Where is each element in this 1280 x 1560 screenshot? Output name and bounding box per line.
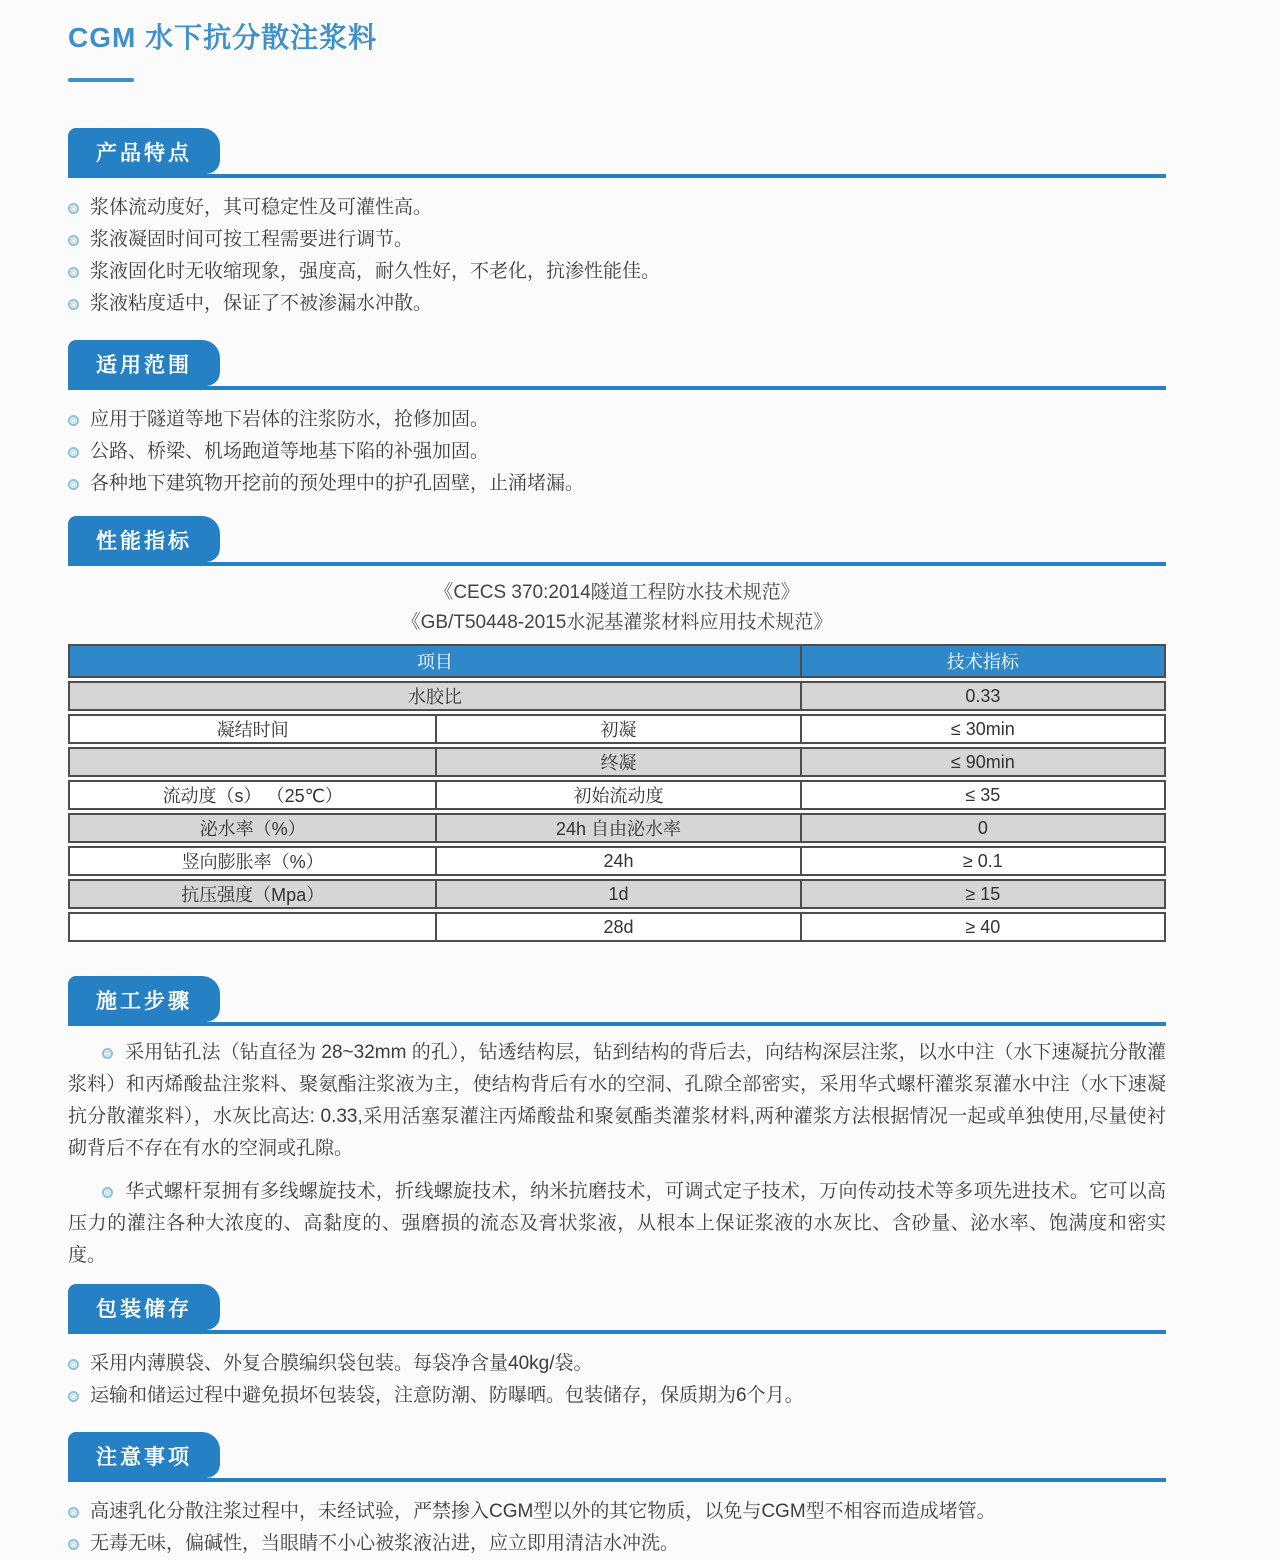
paragraph-text: 采用钻孔法（钻直径为 28~32mm 的孔），钻透结构层，钻到结构的背后去，向结构深层注浆，以水中注（水下速凝抗分散灌浆料）和丙烯酸盐注浆料、聚氨酯注浆液为主，使结构背后有水的空洞、孔隙全部密实，采用华式螺杆灌浆泵灌水中注（水下速凝抗分散灌浆料），水灰比高达: 0.33,采用活塞泵灌注丙烯酸盐和聚氨酯类灌浆材料,两种灌浆方法根据情况一起或单独使用,尽量使衬砌背后不存在有水的空洞或孔隙。 (68, 1042, 1166, 1159)
bullseye-bullet-icon (68, 235, 79, 246)
section-packaging (68, 1284, 1166, 1412)
section-features (68, 128, 1166, 320)
bullseye-bullet-icon (68, 415, 79, 426)
packaging-list (68, 1348, 1166, 1412)
list-item-text: 运输和储运过程中避免损坏包装袋，注意防潮、防曝晒。包装储存，保质期为6个月。 (90, 1385, 804, 1406)
table-row (68, 912, 1166, 942)
section-head-rule (68, 1432, 1166, 1482)
table-cell: ≤ 30min (800, 716, 1164, 742)
list-item-text: 浆液粘度适中，保证了不被渗漏水冲散。 (90, 293, 433, 314)
standard-line: 《CECS 370:2014隧道工程防水技术规范》 (434, 582, 800, 603)
list-item-text: 公路、桥梁、机场跑道等地基下陷的补强加固。 (90, 441, 490, 462)
list-item-text: 各种地下建筑物开挖前的预处理中的护孔固壁，止涌堵漏。 (90, 473, 585, 494)
bullseye-bullet-icon (68, 1507, 79, 1518)
list-item (68, 1348, 1166, 1380)
standards-references (68, 578, 1166, 638)
table-cell: 泌水率（%） (199, 819, 306, 839)
section-notes (68, 1432, 1166, 1560)
bullseye-bullet-icon (68, 447, 79, 458)
table-cell: 终凝 (435, 749, 799, 775)
list-item-text: 应用于隧道等地下岩体的注浆防水，抢修加固。 (90, 409, 490, 430)
list-item-text: 高速乳化分散注浆过程中，未经试验，严禁掺入CGM型以外的其它物质，以免与CGM型不相容而造成堵管。 (90, 1501, 996, 1522)
list-item (68, 1496, 1166, 1528)
list-item-text: 采用内薄膜袋、外复合膜编织袋包装。每袋净含量40kg/袋。 (90, 1353, 593, 1374)
table-cell: 抗压强度（Mpa） (181, 885, 325, 905)
section-performance (68, 516, 1166, 942)
list-item-text: 浆液凝固时间可按工程需要进行调节。 (90, 229, 414, 250)
table-row (68, 747, 1166, 777)
table-cell (70, 749, 435, 775)
table-cell: 24h 自由泌水率 (435, 815, 799, 841)
section-head-rule (68, 128, 1166, 178)
bullseye-bullet-icon (68, 479, 79, 490)
list-item-text: 浆液固化时无收缩现象，强度高，耐久性好，不老化，抗渗性能佳。 (90, 261, 661, 282)
section-heading-badge: 产品特点 (68, 128, 220, 174)
bullseye-bullet-icon (68, 1359, 79, 1370)
table-cell: ≥ 15 (800, 881, 1164, 907)
page-title: CGM 水下抗分散注浆料 (68, 22, 378, 53)
list-item (68, 404, 1166, 436)
list-item (68, 192, 1166, 224)
construction-paragraph (68, 1037, 1166, 1165)
standard-line: 《GB/T50448-2015水泥基灌浆材料应用技术规范》 (401, 612, 833, 633)
table-row (68, 846, 1166, 876)
list-item-text: 浆体流动度好，其可稳定性及可灌性高。 (90, 197, 433, 218)
table-cell: 竖向膨胀率（%） (181, 852, 324, 872)
bullseye-bullet-icon (68, 299, 79, 310)
section-construction (68, 976, 1166, 1272)
table-cell: ≤ 35 (800, 782, 1164, 808)
table-row (68, 714, 1166, 744)
section-heading-badge: 施工步骤 (68, 976, 220, 1022)
title-underline (68, 78, 134, 82)
table-header-item: 项目 (416, 652, 453, 672)
list-item (68, 1380, 1166, 1412)
bullseye-bullet-icon (68, 1539, 79, 1550)
list-item (68, 288, 1166, 320)
table-cell: 0.33 (800, 683, 1164, 709)
bullseye-bullet-icon (102, 1048, 113, 1059)
table-cell: ≥ 0.1 (800, 848, 1164, 874)
section-head-rule (68, 976, 1166, 1026)
section-heading-badge: 性能指标 (68, 516, 220, 562)
table-cell: 28d (435, 914, 799, 940)
section-heading-badge: 注意事项 (68, 1432, 220, 1478)
features-list (68, 192, 1166, 320)
list-item (68, 436, 1166, 468)
table-cell: 初凝 (435, 716, 799, 742)
table-header-row (68, 644, 1166, 678)
section-scope (68, 340, 1166, 500)
construction-paragraph (68, 1176, 1166, 1272)
scope-list (68, 404, 1166, 500)
section-heading-badge: 包装储存 (68, 1284, 220, 1330)
table-cell: 流动度（s） （25℃） (162, 786, 343, 806)
table-cell: ≤ 90min (800, 749, 1164, 775)
table-cell: ≥ 40 (800, 914, 1164, 940)
paragraph-text: 华式螺杆泵拥有多线螺旋技术，折线螺旋技术，纳米抗磨技术，可调式定子技术，万向传动技术等多项先进技术。它可以高压力的灌注各种大浓度的、高黏度的、强磨损的流态及膏状浆液，从根本上保证浆液的水灰比、含砂量、泌水率、饱满度和密实度。 (68, 1181, 1166, 1266)
table-cell: 1d (435, 881, 799, 907)
performance-table (68, 644, 1166, 942)
bullseye-bullet-icon (68, 1391, 79, 1402)
list-item (68, 468, 1166, 500)
table-row (68, 681, 1166, 711)
table-row (68, 780, 1166, 810)
notes-list (68, 1496, 1166, 1560)
bullseye-bullet-icon (68, 203, 79, 214)
table-row (68, 813, 1166, 843)
document-page (68, 0, 1166, 1560)
table-cell (70, 914, 435, 940)
table-cell: 0 (800, 815, 1164, 841)
table-cell: 凝结时间 (216, 720, 289, 740)
section-head-rule (68, 340, 1166, 390)
bullseye-bullet-icon (68, 267, 79, 278)
table-row (68, 879, 1166, 909)
section-heading-badge: 适用范围 (68, 340, 220, 386)
table-cell: 24h (435, 848, 799, 874)
section-head-rule (68, 516, 1166, 566)
section-head-rule (68, 1284, 1166, 1334)
table-header-index: 技术指标 (800, 646, 1164, 676)
list-item (68, 1528, 1166, 1560)
list-item (68, 256, 1166, 288)
list-item-text: 无毒无味，偏碱性，当眼睛不小心被浆液沾进，应立即用清洁水冲洗。 (90, 1533, 680, 1554)
table-cell: 初始流动度 (435, 782, 799, 808)
list-item (68, 224, 1166, 256)
table-cell: 水胶比 (407, 687, 462, 707)
bullseye-bullet-icon (102, 1187, 113, 1198)
